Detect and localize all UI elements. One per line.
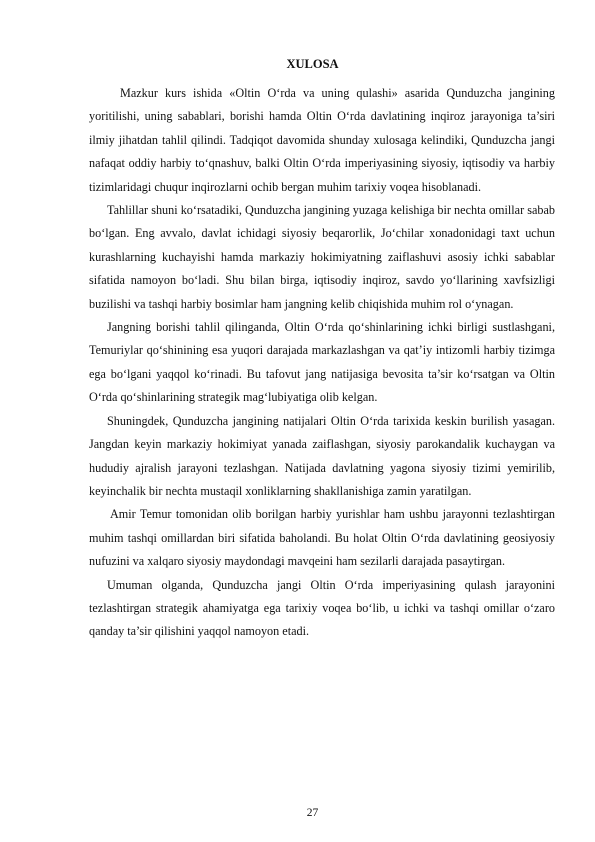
body-text xyxy=(89,82,555,644)
paragraph: Umuman olganda, Qunduzcha jangi Oltin O‘rda imperiyasining qulash jarayonini tezlashtirgan strategik ahamiyatga ega tarixiy voqea bo‘lib, u ichki va tashqi omillar o‘zaro qanday ta’sir qilishini yaqqol namoyon etadi. xyxy=(89,577,555,639)
paragraph: Shuningdek, Qunduzcha jangining natijalari Oltin O‘rda tarixida keskin burilish yasagan. Jangdan keyin markaziy hokimiyat yanada zaiflashgan, siyosiy parokandalik kuchaygan va hududiy ajralish jarayoni tezlashgan. Natijada davlatning yagona siyosiy tizimi yemirilib, keyinchalik bir nechta mustaqil xonliklarning shakllanishiga zamin yaratilgan. xyxy=(89,413,555,498)
paragraph: Mazkur kurs ishida «Oltin O‘rda va uning qulashi» asarida Qunduzcha jangining yoritilishi, uning sabablari, borishi hamda Oltin O‘rda davlatining inqiroz jarayoniga ta’siri ilmiy jihatdan tahlil qilindi. Tadqiqot davomida shunday xulosaga kelindiki, Qunduzcha jangi nafaqat oddiy harbiy to‘qnashuv, balki Oltin O‘rda imperiyasining siyosiy, iqtisodiy va harbiy tizimlaridagi chuqur inqirozlarni ochib bergan muhim tarixiy voqea hisoblanadi. xyxy=(89,86,555,194)
page-number: 27 xyxy=(306,807,319,819)
paragraph: Jangning borishi tahlil qilinganda, Oltin O‘rda qo‘shinlarining ichki birligi sustlashgani, Temuriylar qo‘shinining esa yuqori darajada markazlashgan va qat’iy intizomli harbiy tizimga ega bo‘lgani yaqqol ko‘rinadi. Bu tafovut jang natijasiga bevosita ta’sir ko‘rsatgan va Oltin O‘rda qo‘shinlarining strategik mag‘lubiyatiga olib kelgan. xyxy=(89,320,555,405)
page-title: XULOSA xyxy=(286,57,339,71)
paragraph: Amir Temur tomonidan olib borilgan harbiy yurishlar ham ushbu jarayonni tezlashtirgan muhim tashqi omillardan biri sifatida baholandi. Bu holat Oltin O‘rda davlatining geosiyosiy nufuzini va xalqaro siyosiy maydondagi mavqeini ham sezilarli darajada pasaytirgan. xyxy=(89,507,555,569)
paragraph: Tahlillar shuni ko‘rsatadiki, Qunduzcha jangining yuzaga kelishiga bir nechta omillar sabab bo‘lgan. Eng avvalo, davlat ichidagi siyosiy beqarorlik, Jo‘chilar xonadonidagi taxt uchun kurashlarning kuchayishi hamda markaziy hokimiyatning zaiflashuvi asosiy ichki sabablar sifatida namoyon bo‘ladi. Shu bilan birga, iqtisodiy inqiroz, savdo yo‘llarining xavfsizligi buzilishi va tashqi harbiy bosimlar ham jangning kelib chiqishida muhim rol o‘ynagan. xyxy=(89,203,555,311)
